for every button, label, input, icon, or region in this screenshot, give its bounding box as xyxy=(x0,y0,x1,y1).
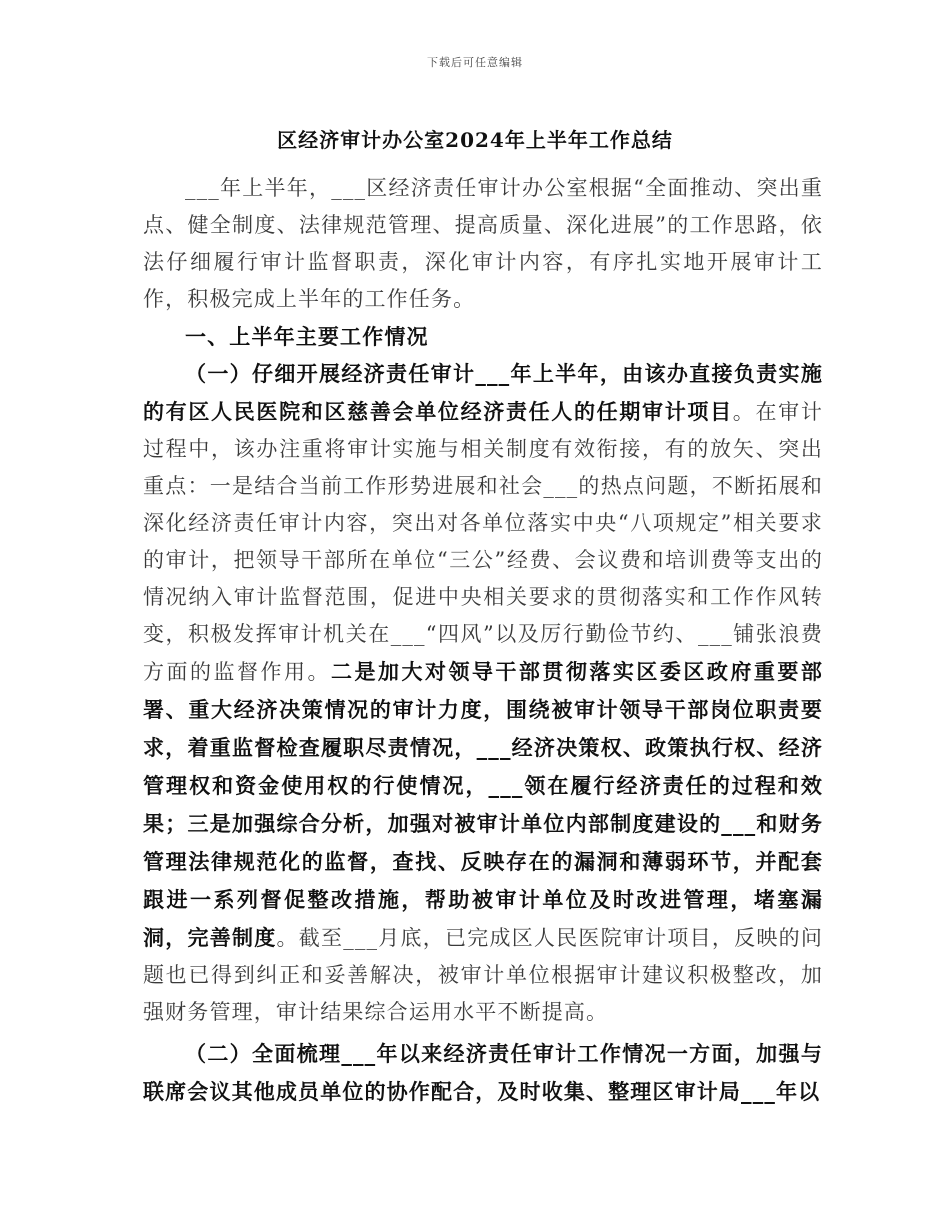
subsection-2-lead: （二）全面梳理___年以来经济责任审计工作情况一方面，加强与联席会议其他成员单位的协作配合，及时收集、整理区审计局___年以 xyxy=(143,1041,823,1104)
subsection-1-text-3: 。截至___月底，已完成区人民医院审计项目，反映的问题也已得到纠正和妥善解决，被审计单位根据审计建议积极整改，加强财务管理，审计结果综合运用水平不断提高。 xyxy=(143,926,823,1024)
document-title: 区经济审计办公室2024年上半年工作总结 xyxy=(277,128,673,152)
document-body xyxy=(143,170,823,1111)
header-note: 下载后可任意编辑 xyxy=(427,56,523,69)
subsection-1-text-1: 。在审计过程中，该办注重将审计实施与相关制度有效衔接，有的放矢、突出重点：一是结合当前工作形势进展和社会___的热点问题，不断拓展和深化经济责任审计内容，突出对各单位落实中央“八项规定”相关要求的审计，把领导干部所在单位“三公”经费、会议费和培训费等支出的情况纳入审计监督范围，促进中央相关要求的贯彻落实和工作作风转变，积极发挥审计机关在___“四风”以及厉行勤俭节约、___铺张浪费方面的监督作用。 xyxy=(143,400,823,684)
subsection-1-lead: （一）仔细开展经济责任审计___年上半年，由该办直接负责实施的有区人民医院和区慈善会单位经济责任人的任期审计项目 xyxy=(143,361,823,424)
subsection-2-paragraph xyxy=(143,1035,823,1111)
section-heading: 一、上半年主要工作情况 xyxy=(185,324,429,349)
intro-paragraph: ___年上半年，___区经济责任审计办公室根据“全面推动、突出重点、健全制度、法律规范管理、提高质量、深化进展”的工作思路，依法仔细履行审计监督职责，深化审计内容，有序扎实地开展审计工作，积极完成上半年的工作任务。 xyxy=(143,176,823,311)
subsection-1-text-2: 二是加大对领导干部贯彻落实区委区政府重要部署、重大经济决策情况的审计力度，围绕被审计领导干部岗位职责要求，着重监督检查履职尽责情况，___经济决策权、政策执行权、经济管理权和资金使用权的行使情况，___领在履行经济责任的过程和效果；三是加强综合分析，加强对被审计单位内部制度建设的___和财务管理法律规范化的监督，查找、反映存在的漏洞和薄弱环节，并配套跟进一系列督促整改措施，帮助被审计单位及时改进管理，堵塞漏洞，完善制度 xyxy=(143,659,824,950)
subsection-1-paragraph xyxy=(143,355,823,1031)
